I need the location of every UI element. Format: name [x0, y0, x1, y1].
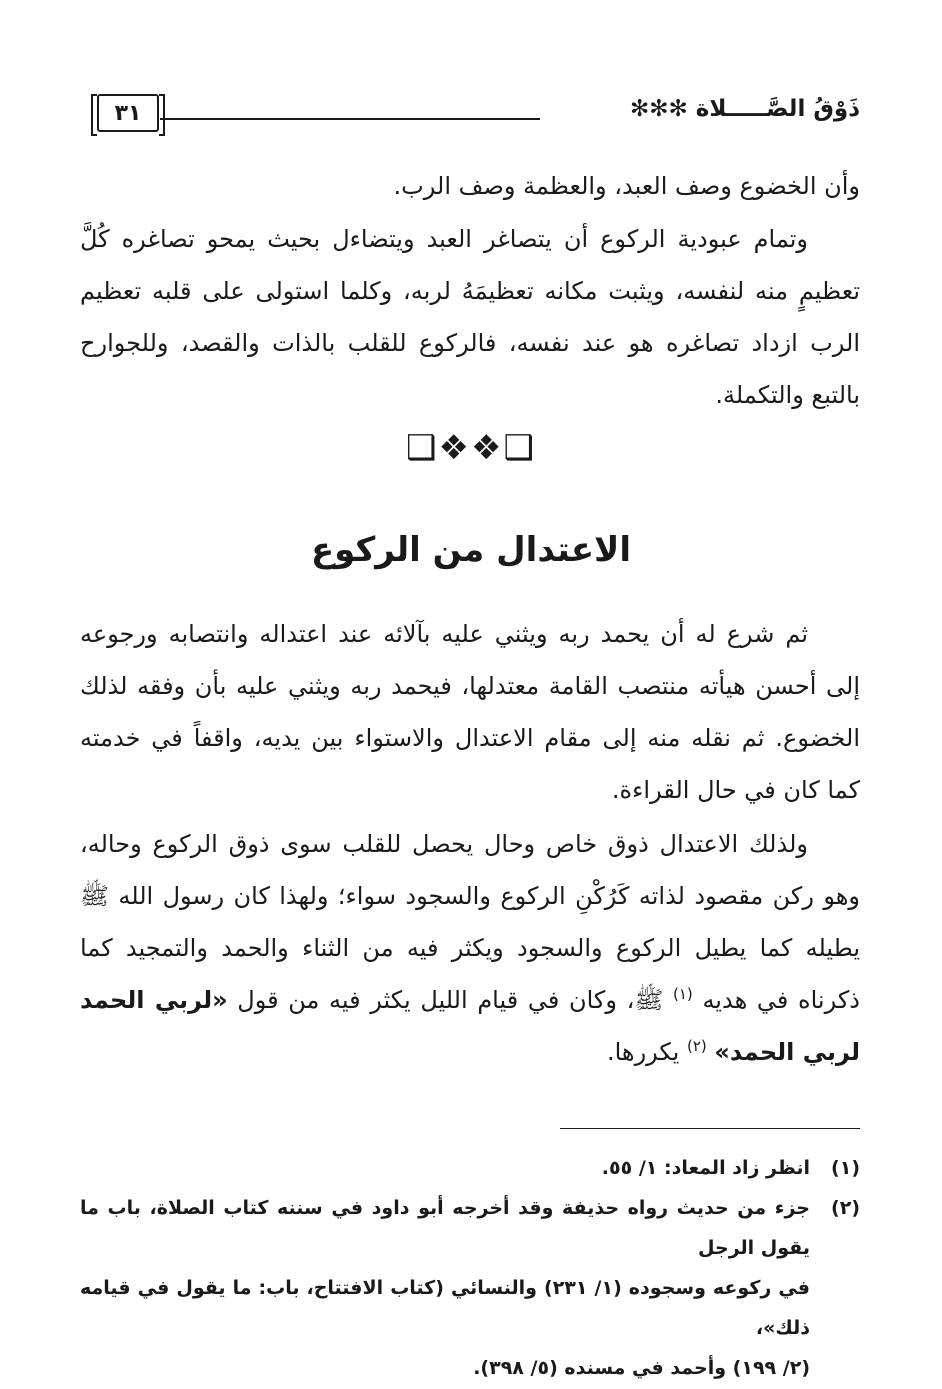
footnote-line: (٢/ ١٩٩) وأحمد في مسنده (٥/ ٣٩٨).	[473, 1357, 810, 1379]
paragraph-2: وتمام عبودية الركوع أن يتصاغر العبد ويتضاءل بحيث يمحو تصاغره كُلَّ تعظيمٍ منه لنفسه، ويثبت مكانه تعظيمَهُ لربه، وكلما استولى على قلبه تعظيم الرب ازداد تصاغره هو عند نفسه، فالركوع للقلب بالذات والقصد، وللجوارح بالتبع والتكملة.	[80, 225, 860, 409]
footnote-text	[80, 1188, 810, 1388]
footnote-line: في ركوعه وسجوده (١/ ٢٣١) والنسائي (كتاب الافتتاح، باب: ما يقول في قيامه ذلك»،	[80, 1277, 811, 1339]
paragraph-4-text-a: ولذلك الاعتدال ذوق خاص وحال يحصل للقلب سوى ذوق الركوع وحاله، وهو ركن مقصود لذاته كَرُكْنِ الركوع والسجود سواء؛ ولهذا كان رسول الله ﷺ يطيله كما يطيل الركوع والسجود ويكثر فيه من الثناء والحمد والتمجيد كما ذكرناه في هديه	[80, 830, 860, 1014]
footnote-ref-1[interactable]: (١)	[673, 985, 693, 1003]
running-title: ذَوْقُ الصَّـــــلاة ✻✻✻	[629, 96, 860, 122]
footnote-1	[80, 1148, 860, 1188]
footnote-line: انظر زاد المعاد: ١/ ٥٥.	[601, 1157, 810, 1179]
footnote-ref-2[interactable]: (٢)	[686, 1037, 707, 1055]
paragraph-1: وأن الخضوع وصف العبد، والعظمة وصف الرب.	[393, 172, 860, 200]
paragraph-3: ثم شرع له أن يحمد ربه ويثني عليه بآلائه عند اعتداله وانتصابه ورجوعه إلى أحسن هيأته منتصب القامة معتدلها، فيحمد ربه ويثني عليه بأن وفقه لذلك الخضوع. ثم نقله منه إلى مقام الاعتدال والاستواء بين يديه، واقفاً في خدمته كما كان في حال القراءة.	[80, 620, 860, 804]
page-number: ٣١	[97, 94, 159, 132]
footnote-text	[80, 1148, 810, 1188]
paragraph-4	[80, 818, 860, 1078]
footnote-2	[80, 1188, 860, 1388]
footnotes	[80, 1148, 860, 1388]
section-heading: الاعتدال من الركوع	[310, 530, 632, 570]
footnote-line: جزء من حديث رواه حذيفة وقد أخرجه أبو داود في سننه كتاب الصلاة، باب ما يقول الرجل	[80, 1197, 810, 1259]
footnote-number: (٢)	[831, 1197, 860, 1219]
footnote-rule	[560, 1128, 860, 1129]
paragraph-4-text-b: ﷺ، وكان في قيام الليل يكثر فيه من قول	[237, 986, 664, 1014]
header-rule	[160, 118, 540, 120]
quoted-dhikr: «لربي الحمد لربي الحمد»	[80, 986, 860, 1066]
footnote-number: (١)	[831, 1157, 860, 1179]
paragraph-4-text-c: يكررها.	[606, 1038, 680, 1066]
section-ornament: ❑❖❖❑	[406, 428, 536, 468]
